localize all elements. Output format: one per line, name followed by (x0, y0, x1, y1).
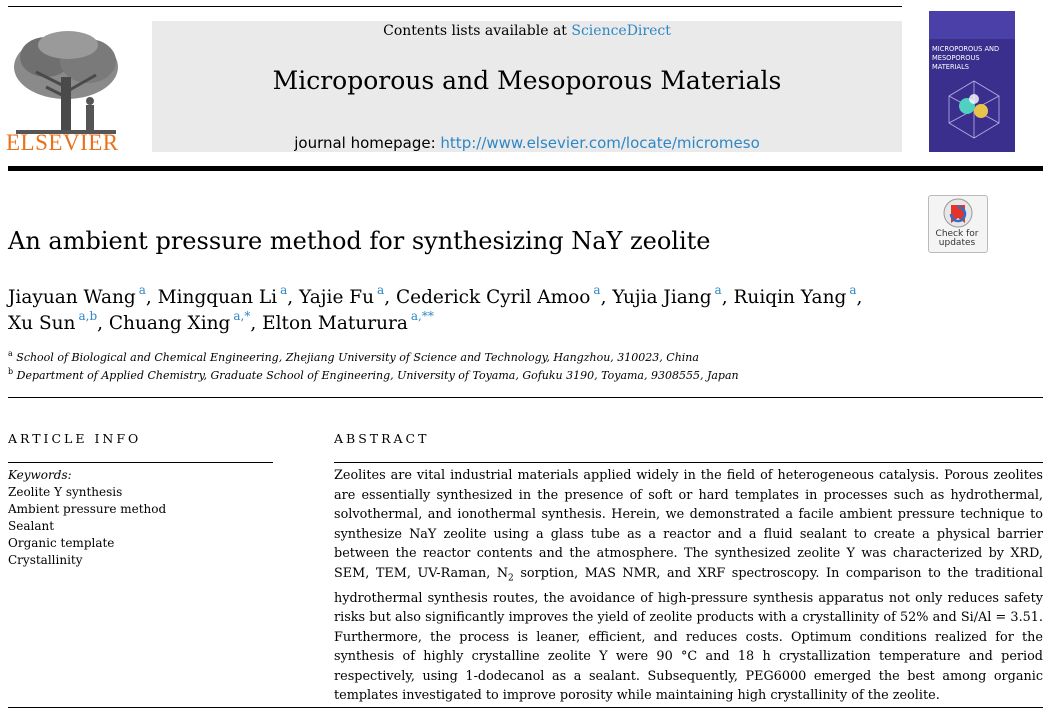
contents-line (152, 23, 902, 39)
author-name[interactable]: Elton Maturura (262, 313, 408, 334)
author-affiliation-mark[interactable]: a (714, 283, 722, 297)
affiliation-b (8, 367, 739, 382)
author-separator: , (856, 287, 863, 308)
affiliation-text: School of Biological and Chemical Engineering, Zhejiang University of Science and Technology, Hangzhou, 310023, China (16, 351, 699, 364)
elsevier-wordmark: ELSEVIER (6, 130, 119, 155)
cover-title: MICROPOROUS AND MESOPOROUS MATERIALS (932, 44, 1000, 71)
authors-line-1 (8, 283, 862, 308)
author-name[interactable]: Yajie Fu (299, 287, 375, 308)
author-affiliation-mark[interactable]: a,b (78, 309, 98, 323)
sciencedirect-link[interactable]: ScienceDirect (571, 23, 671, 39)
author-affiliation-mark[interactable]: a (280, 283, 288, 297)
author-separator: , (600, 287, 613, 308)
homepage-link[interactable]: http://www.elsevier.com/locate/micromeso (440, 134, 760, 152)
author-name[interactable]: Cederick Cyril Amoo (395, 287, 591, 308)
abstract-text-part: Zeolites are vital industrial materials applied widely in the field of heterogeneous catalysis. Porous zeolites are essentially synthesized in the presence of soft or hard templates in processes such as hydrothermal, solvothermal, and ionothermal synthesis. Herein, we demonstrated a facile ambient pressure technique to synthesize NaY zeolite using a glass tube as a reactor and a fluid sealant to create a physical barrier between the reactor contents and the atmosphere. The synthesized zeolite Y was characterized by XRD, SEM, TEM, UV-Raman, N (334, 468, 1043, 581)
keyword-item: Sealant (8, 519, 55, 533)
homepage-line (152, 134, 902, 152)
keyword-item: Ambient pressure method (8, 502, 167, 516)
author-affiliation-mark[interactable]: a (593, 283, 601, 297)
abstract-text-part: sorption, MAS NMR, and XRF spectroscopy. In comparison to the traditional hydrothermal synthesis routes, the avoidance of high-pressure synthesis apparatus not only reduces safety risks but also significantly improves the yield of zeolite products with a crystallinity of 52% and Si/Al = 3.51. Furthermore, the process is leaner, efficient, and reduces costs. Optimum conditions realized for the synthesis of highly crystalline zeolite Y were 90 °C and 18 h crystallization temperature and period respectively, using 1-dodecanol as a sealant. Subsequently, PEG6000 emerged the best among organic templates investigated to improve porosity while maintaining high crystallinity of the zeolite. (334, 565, 1044, 704)
author-separator: , (384, 287, 396, 308)
article-info-heading: ARTICLE INFO (8, 431, 142, 446)
affiliation-mark: a (8, 349, 13, 358)
author-name[interactable]: Ruiqin Yang (733, 287, 847, 308)
authors-line-2 (8, 309, 434, 334)
keyword-item: Zeolite Y synthesis (8, 485, 123, 499)
author-name[interactable]: Chuang Xing (108, 313, 231, 334)
author-name[interactable]: Yujia Jiang (612, 287, 712, 308)
author-name[interactable]: Mingquan Li (157, 287, 278, 308)
affiliation-text: Department of Applied Chemistry, Graduate School of Engineering, University of Toyama, Gofuku 3190, Toyama, 9308555, Japan (16, 369, 739, 382)
author-name[interactable]: Xu Sun (8, 313, 76, 334)
contents-prefix: Contents lists available at (383, 23, 572, 39)
keyword-item: Organic template (8, 536, 115, 550)
author-separator: , (287, 287, 299, 308)
journal-title: Microporous and Mesoporous Materials (272, 66, 782, 95)
keyword-item: Crystallinity (8, 553, 83, 567)
check-for-updates-label: Check for updates (935, 229, 979, 248)
author-affiliation-mark[interactable]: a,* (233, 309, 251, 323)
author-separator: , (97, 313, 109, 334)
journal-cover[interactable] (929, 11, 1015, 152)
author-separator: , (250, 313, 263, 334)
bottom-rule (8, 707, 1043, 708)
keywords-label: Keywords: (8, 468, 72, 482)
author-affiliation-mark[interactable]: a (377, 283, 385, 297)
affiliation-a (8, 349, 699, 364)
author-separator: , (721, 287, 734, 308)
abstract-rule (334, 462, 1043, 463)
author-affiliation-mark[interactable]: a (138, 283, 146, 297)
section-rule (8, 397, 1043, 398)
affiliation-mark: b (8, 367, 14, 376)
top-rule (8, 6, 902, 7)
homepage-prefix: journal homepage: (294, 134, 441, 152)
abstract-heading: ABSTRACT (334, 431, 430, 446)
author-name[interactable]: Jiayuan Wang (8, 287, 136, 308)
author-affiliation-mark[interactable]: a,** (410, 309, 434, 323)
abstract-text (334, 466, 1043, 706)
abstract-subscript: 2 (508, 573, 514, 584)
paper-title: An ambient pressure method for synthesizing NaY zeolite (8, 227, 711, 255)
bookmark-icon (929, 196, 987, 230)
article-info-rule (8, 462, 273, 463)
header-thick-rule (8, 166, 1043, 171)
author-affiliation-mark[interactable]: a (849, 283, 857, 297)
author-separator: , (145, 287, 158, 308)
cover-art-icon (929, 11, 1015, 152)
